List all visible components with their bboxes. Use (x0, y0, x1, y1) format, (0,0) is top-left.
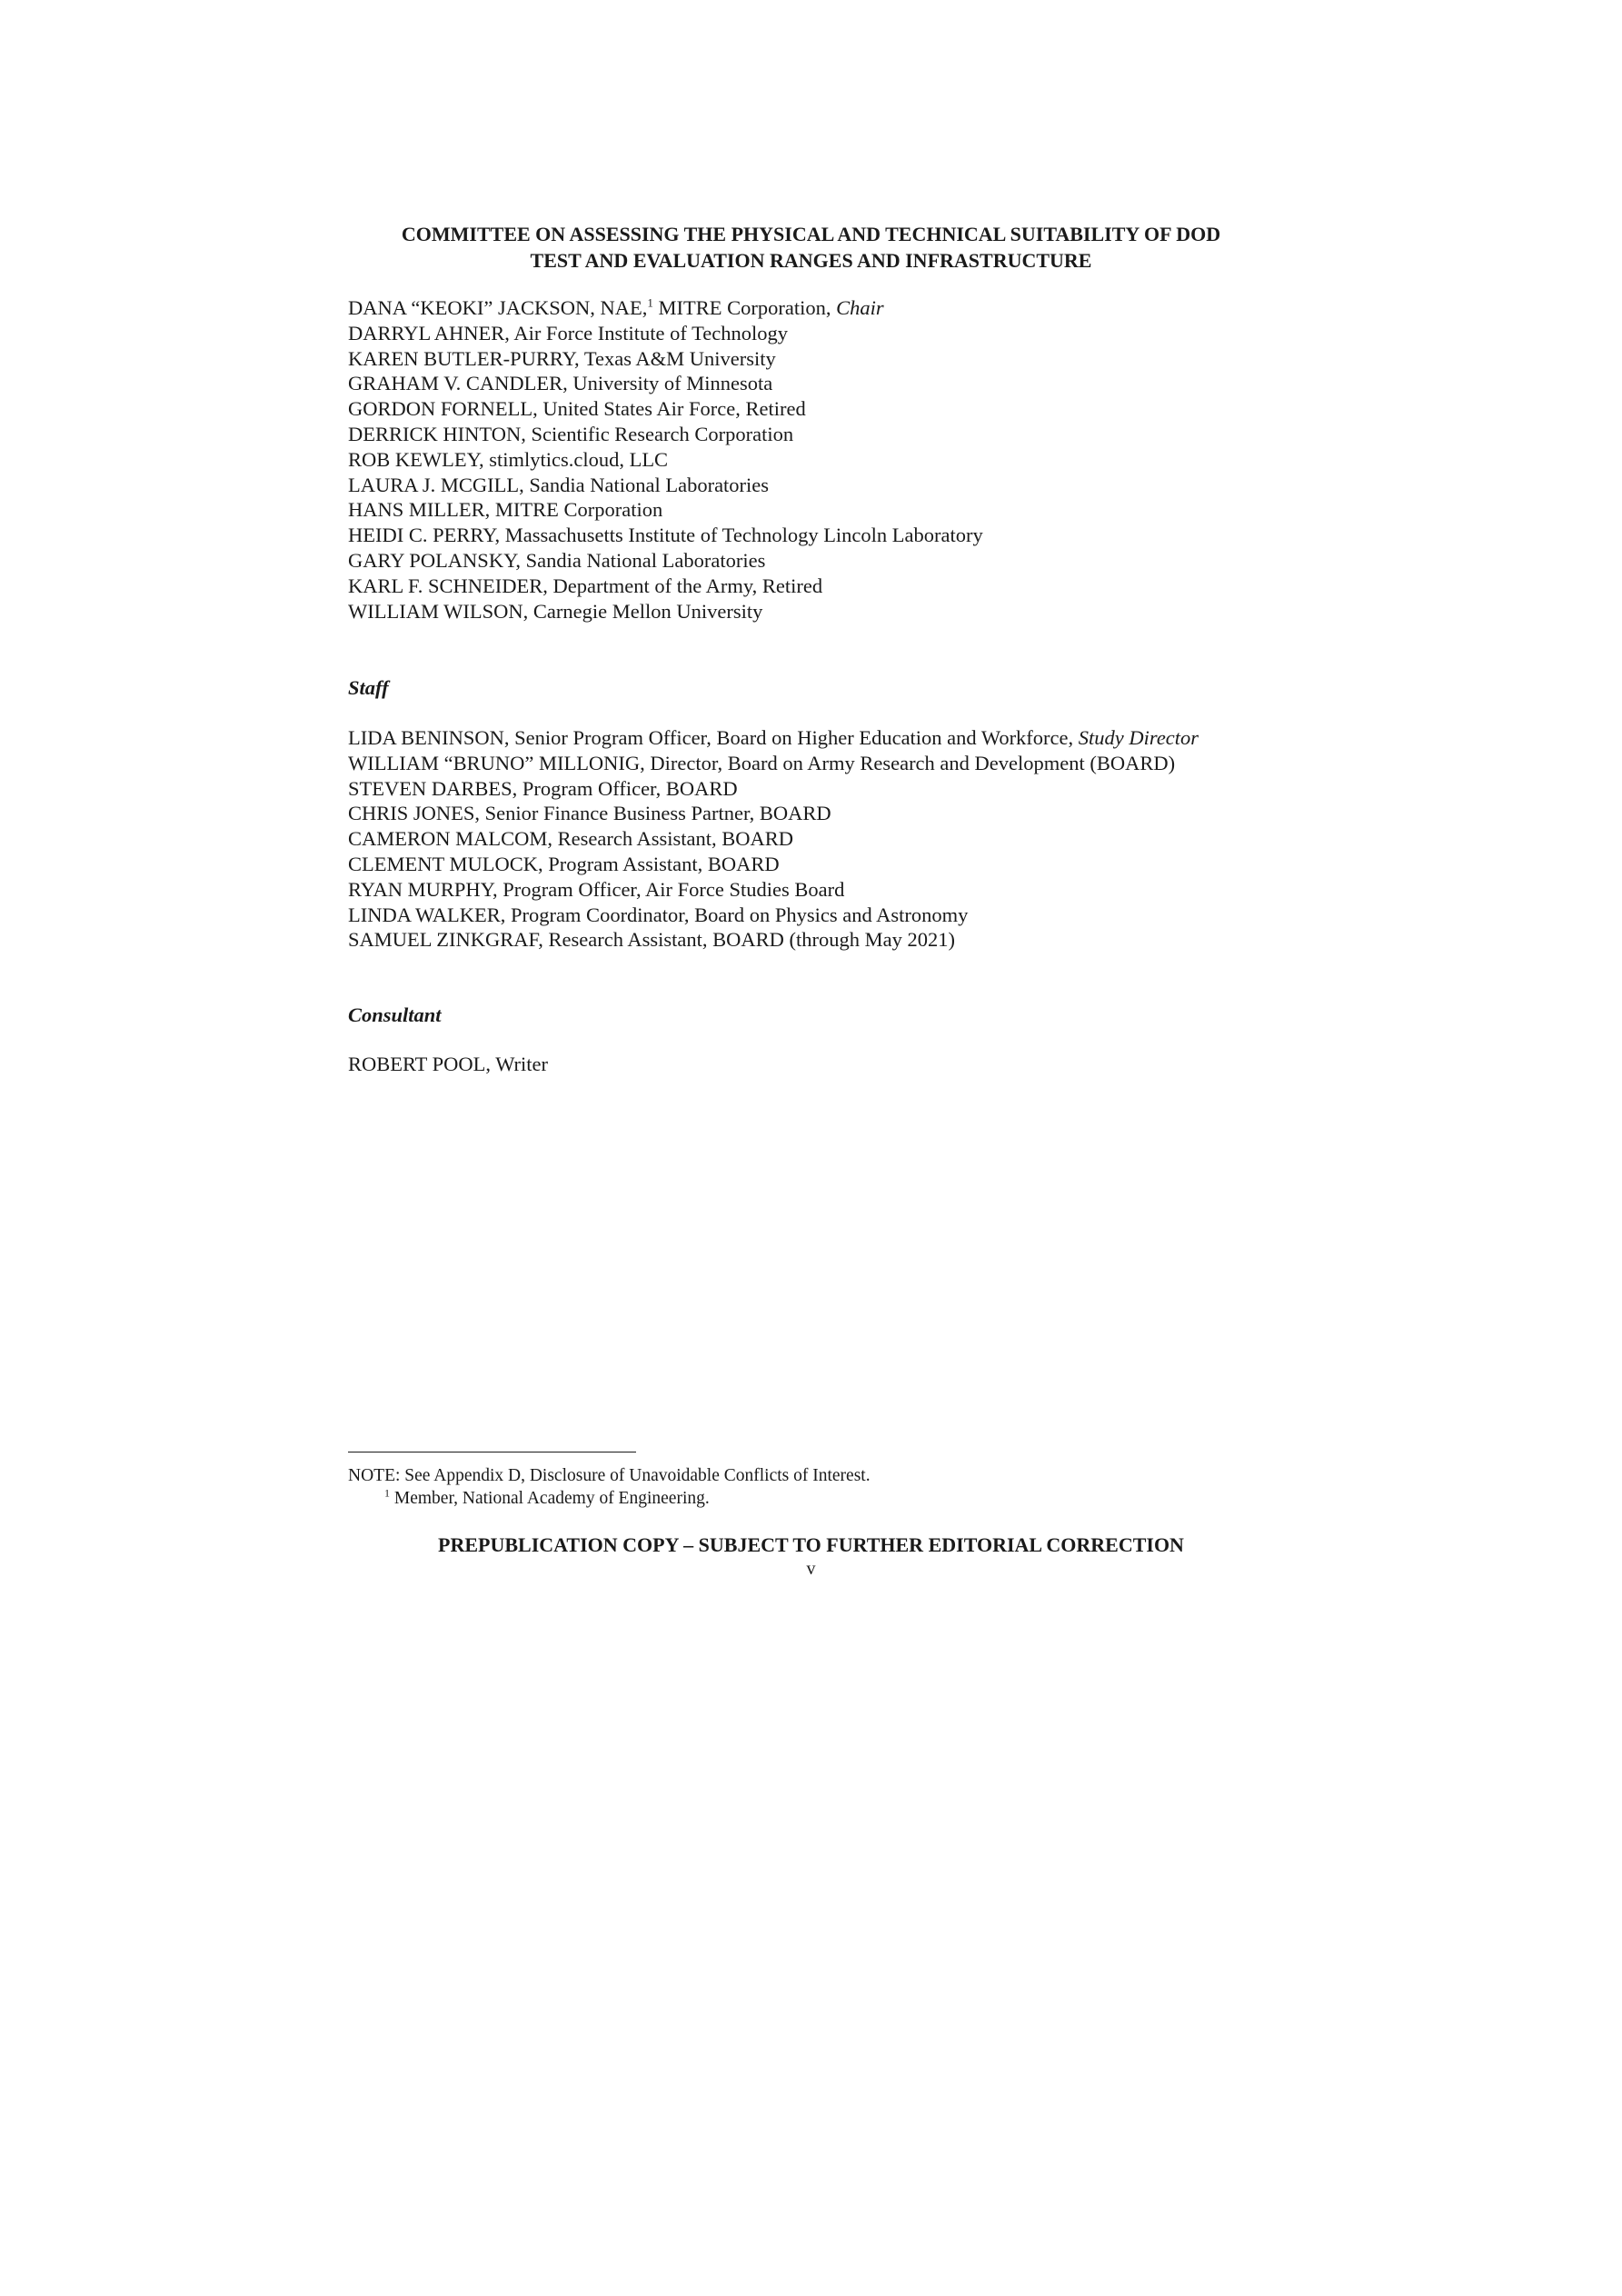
staff-member: SAMUEL ZINKGRAF, Research Assistant, BOARD (through May 2021) (348, 928, 955, 952)
staff-member: LINDA WALKER, Program Coordinator, Board on Physics and Astronomy (348, 903, 969, 926)
prepublication-notice: PREPUBLICATION COPY – SUBJECT TO FURTHER EDITORIAL CORRECTION (438, 1533, 1184, 1556)
committee-member: LAURA J. MCGILL, Sandia National Laboratories (348, 473, 770, 496)
study-director-text: LIDA BENINSON, Senior Program Officer, Board on Higher Education and Workforce, (348, 726, 1079, 749)
page-number: v (806, 1559, 816, 1579)
chair-name: DANA “KEOKI” JACKSON, NAE, (348, 296, 648, 319)
consultant-list (348, 1052, 548, 1077)
staff-member: CLEMENT MULOCK, Program Assistant, BOARD (348, 852, 780, 875)
staff-member: RYAN MURPHY, Program Officer, Air Force Studies Board (348, 877, 845, 901)
footnote-note: NOTE: See Appendix D, Disclosure of Unavoidable Conflicts of Interest. (348, 1466, 871, 1485)
committee-member: GARY POLANSKY, Sandia National Laboratories (348, 548, 766, 572)
consultant-heading: Consultant (348, 1003, 442, 1026)
staff-heading: Staff (348, 676, 389, 699)
chair-affiliation: MITRE Corporation, (652, 296, 837, 319)
staff-member: STEVEN DARBES, Program Officer, BOARD (348, 776, 738, 800)
footnote-1 (348, 1487, 871, 1510)
committee-member: KARL F. SCHNEIDER, Department of the Army, Retired (348, 574, 823, 597)
study-director-role: Study Director (1078, 726, 1199, 749)
committee-member: GRAHAM V. CANDLER, University of Minnesota (348, 372, 773, 395)
page-title-line-2: TEST AND EVALUATION RANGES AND INFRASTRUCTURE (530, 249, 1092, 272)
page-title-line-1: COMMITTEE ON ASSESSING THE PHYSICAL AND TECHNICAL SUITABILITY OF DOD (401, 223, 1221, 245)
committee-member: DARRYL AHNER, Air Force Institute of Technology (348, 321, 789, 344)
consultant-member: ROBERT POOL, Writer (348, 1053, 549, 1075)
committee-member: DERRICK HINTON, Scientific Research Corporation (348, 422, 794, 445)
committee-chair (348, 295, 983, 321)
chair-role: Chair (836, 296, 884, 319)
committee-member: ROB KEWLEY, stimlytics.cloud, LLC (348, 447, 669, 471)
footnote-ref-1: 1 (647, 295, 653, 310)
committee-member: HANS MILLER, MITRE Corporation (348, 498, 663, 522)
page-title (300, 221, 1322, 274)
committee-member: WILLIAM WILSON, Carnegie Mellon University (348, 599, 763, 623)
staff-study-director (348, 725, 1199, 751)
footnote-1-text: Member, National Academy of Engineering. (390, 1489, 710, 1508)
staff-member: CAMERON MALCOM, Research Assistant, BOARD (348, 827, 794, 851)
committee-member-list (348, 295, 983, 624)
staff-member: WILLIAM “BRUNO” MILLONIG, Director, Board on Army Research and Development (BOARD) (348, 751, 1176, 774)
committee-member: HEIDI C. PERRY, Massachusetts Institute of Technology Lincoln Laboratory (348, 524, 983, 547)
committee-member: GORDON FORNELL, United States Air Force, Retired (348, 397, 806, 421)
footnotes (348, 1464, 871, 1510)
committee-member: KAREN BUTLER-PURRY, Texas A&M University (348, 346, 776, 370)
staff-member: CHRIS JONES, Senior Finance Business Partner, BOARD (348, 802, 831, 825)
footnote-1-mark: 1 (384, 1486, 390, 1500)
staff-list (348, 725, 1199, 953)
